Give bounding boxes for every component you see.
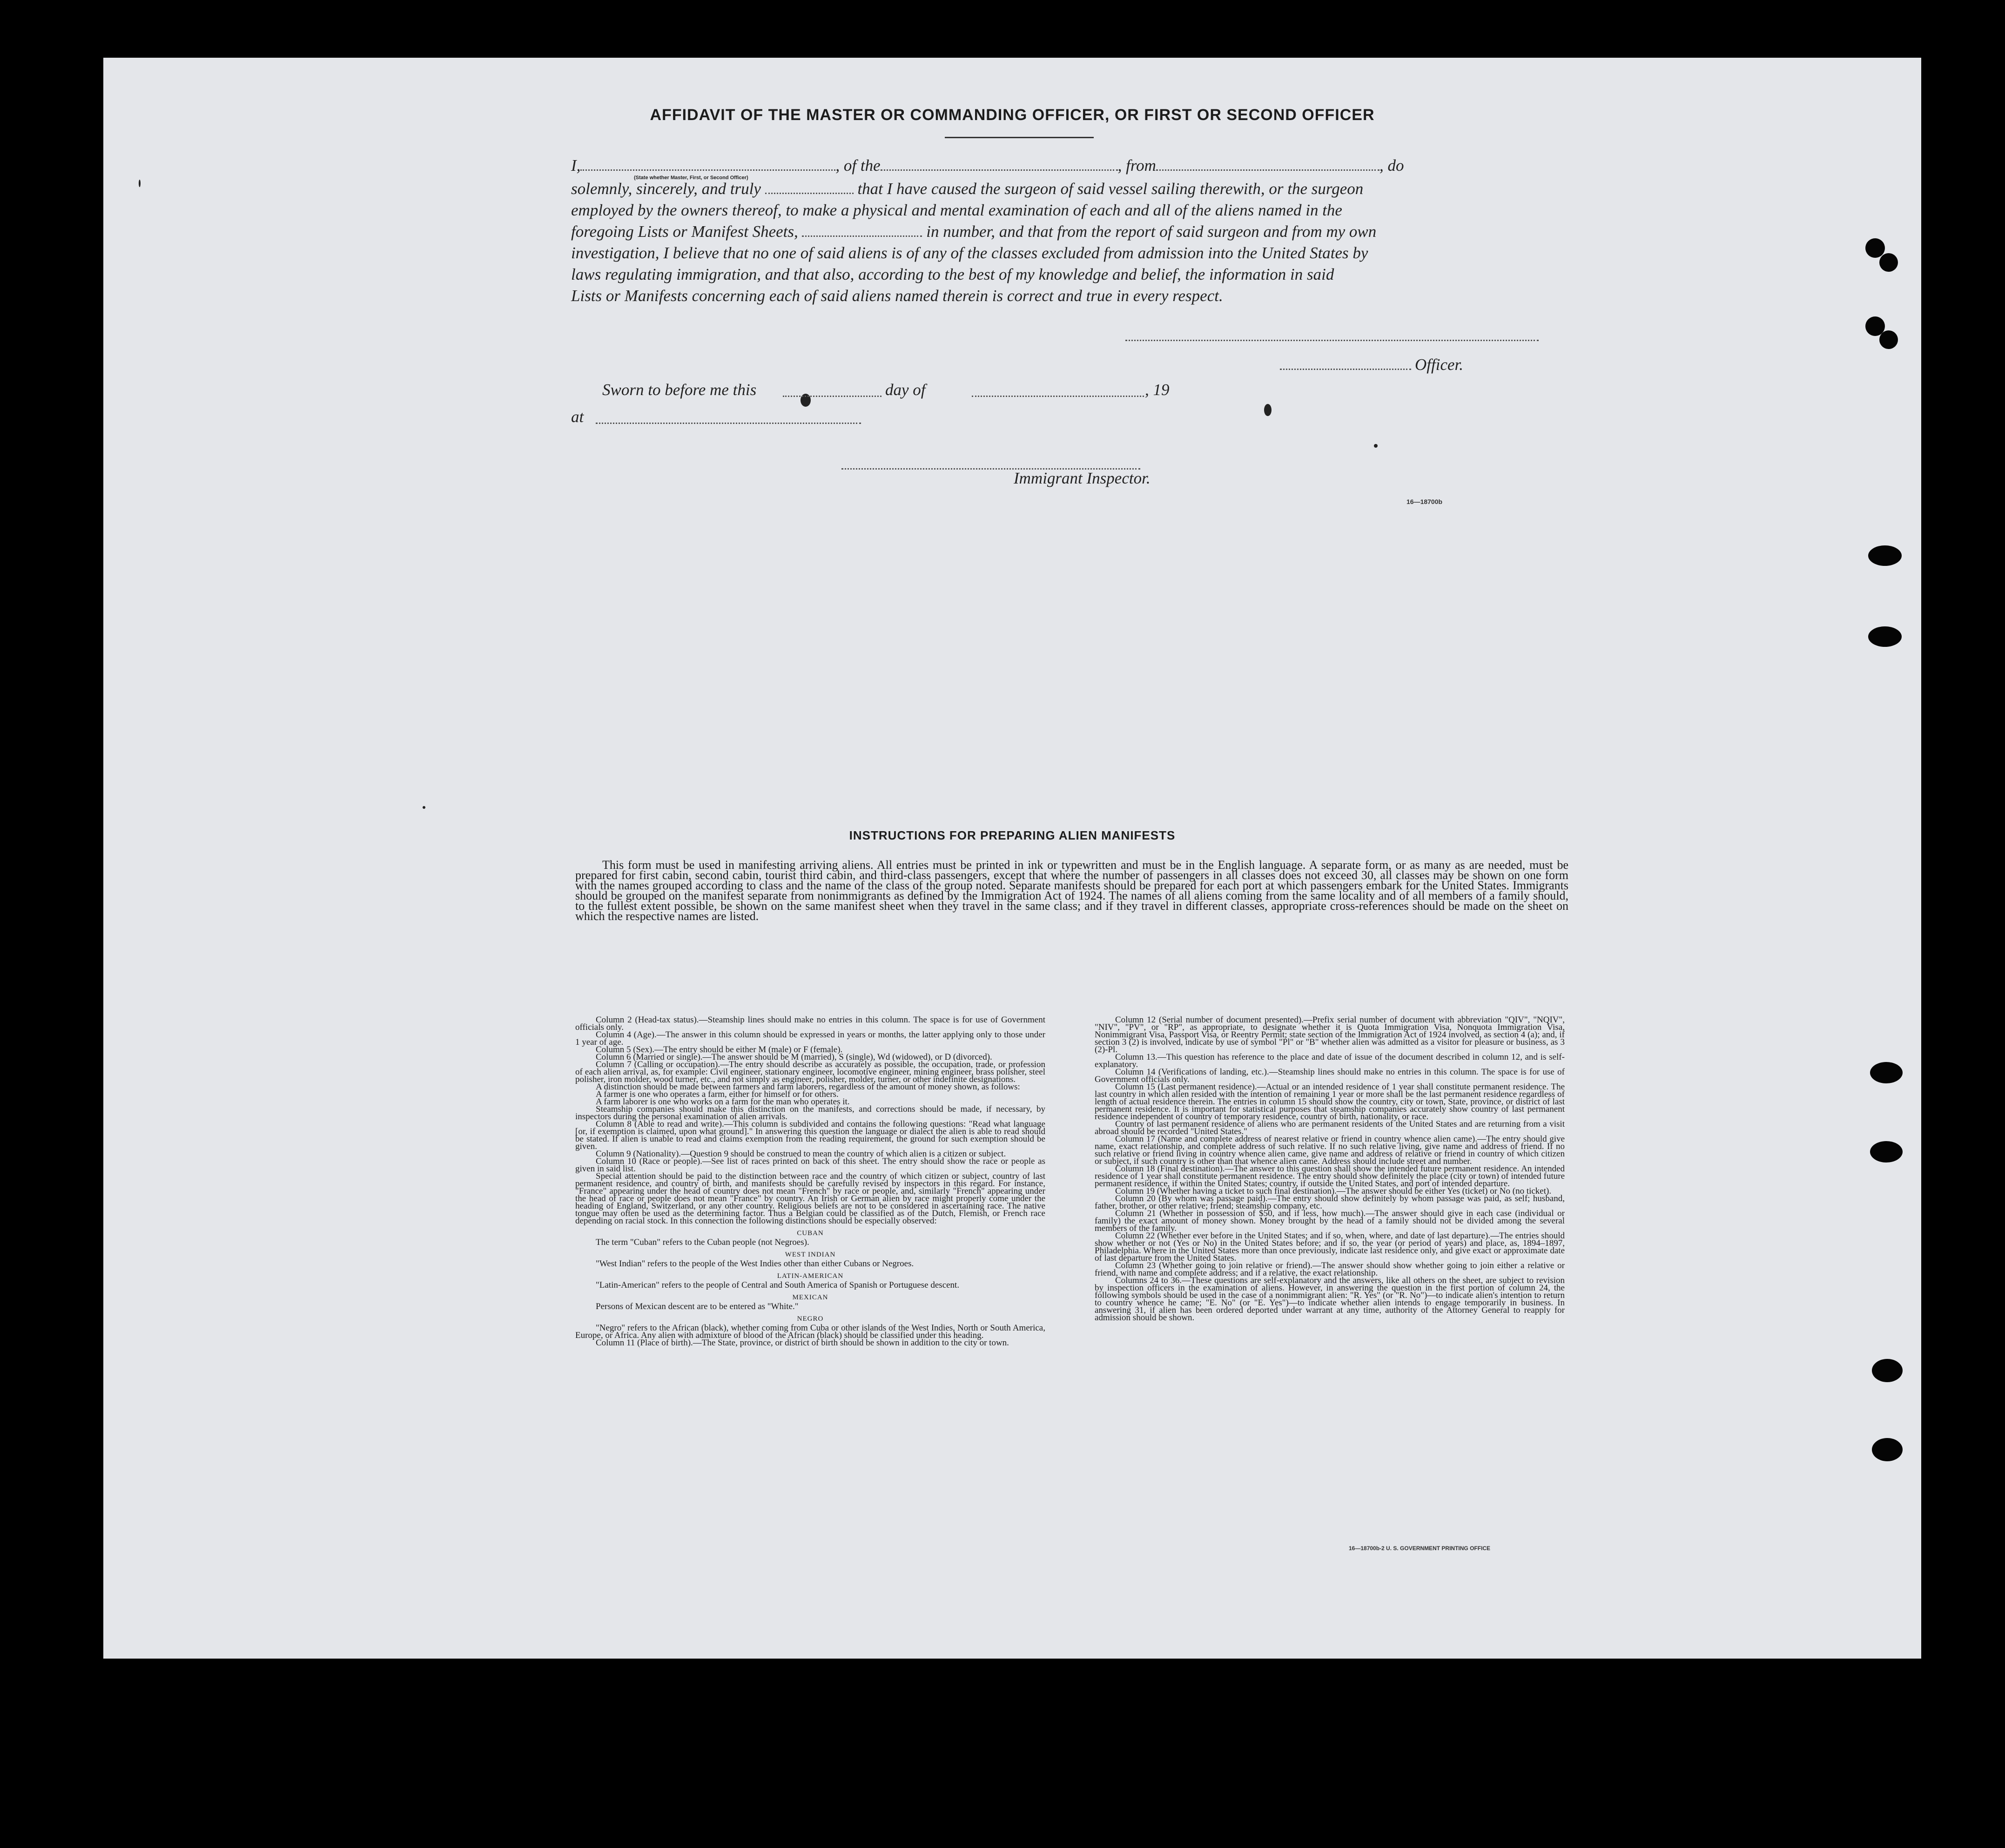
latin-american-heading: LATIN-AMERICAN (777, 1272, 844, 1280)
instruction-paragraph: Column 5 (Sex).—The entry should be either M (male) or F (female). (596, 1045, 843, 1055)
instruction-paragraph: Column 7 (Calling or occupation).—The entry should describe as accurately as possible, the occupation, trade, or profession of each alien arrival, as, for example: Civil engineer, stationary engineer, locomotive engineer, mining engineer, brass polisher, steel polisher, iron molder, wood turner, etc., and not simply as engineer, polisher, molder, turner, or other indefinite designations. (575, 1060, 1045, 1084)
sworn-label: Sworn to before me this (602, 381, 757, 399)
affidavit-line-5: investigation, I believe that no one of said aliens is of any of the classes excluded from admission into the United States by (571, 244, 1368, 262)
instruction-paragraph: Column 14 (Verifications of landing, etc.).—Steamship lines should make no entries in this column. The space is for use of Government officials only. (1095, 1067, 1565, 1084)
instruction-paragraph: A distinction should be made between farmers and farm laborers, regardless of the amount of money shown, as follows: (596, 1082, 1020, 1092)
instruction-paragraph: Column 23 (Whether going to join relative or friend).—The answer should show whether going to join either a relative or friend, with name and complete address; and if a relative, the exact relationship. (1095, 1261, 1565, 1278)
ink-speck (1374, 444, 1378, 448)
affidavit-line-6: laws regulating immigration, and that also, according to the best of my knowledge and belief, the information in said (571, 265, 1334, 283)
affidavit-line-2 (571, 180, 1567, 198)
mexican-text: Persons of Mexican descent are to be entered as "White." (596, 1302, 799, 1311)
instruction-paragraph: A farmer is one who operates a farm, either for himself or for others. (596, 1089, 839, 1099)
affidavit-line-1 (571, 156, 1567, 175)
instruction-paragraph: Column 20 (By whom was passage paid).—The entry should show definitely by whom passage was paid, as self; husband, father, brother, or other relative; friend; steamship company, etc. (1095, 1194, 1565, 1211)
punch-hole (1872, 1359, 1903, 1382)
instruction-paragraph: Column 15 (Last permanent residence).—Actual or an intended residence of 1 year shall constitute permanent residence. The last country in which alien resided with the intention of remaining 1 year or more shall be the last permanent residence regardless of length of actual residence therein. The entries in column 15 should show the country, city or town, State, province, or district of last permanent residence. It is important for statistical purposes that steamship companies accurately show country of last permanent residence independent of country of temporary residence, country of birth, nationality, or race. (1095, 1082, 1565, 1122)
punch-hole (1872, 1438, 1903, 1461)
column-11-text: Column 11 (Place of birth).—The State, province, or district of birth should be shown in addition to the city or town. (596, 1338, 1009, 1348)
ink-speck (139, 180, 141, 187)
west-indian-heading: WEST INDIAN (785, 1251, 836, 1258)
cuban-text: The term "Cuban" refers to the Cuban people (not Negroes). (596, 1237, 809, 1247)
instruction-paragraph: Column 4 (Age).—The answer in this column should be expressed in years or months, the latter applying only to those under 1 year of age. (575, 1030, 1045, 1047)
instruction-paragraph: Column 17 (Name and complete address of nearest relative or friend in country whence alien came).—The entry should give name, exact relationship, and complete address of such relative. If no such relative living, give name and address of friend. If no such relative or friend living in country whence alien came, give name and address of relative or friend in country of which citizen or subject, if such country is other than that whence alien came. Address should include street and number. (1095, 1134, 1565, 1166)
cuban-heading: CUBAN (797, 1230, 824, 1237)
solemnly-text: solemnly, sincerely, and truly (571, 180, 761, 198)
line2-rest-text: that I have caused the surgeon of said vessel sailing therewith, or the surgeon (857, 180, 1364, 198)
instruction-paragraph: Column 22 (Whether ever before in the United States; and if so, when, where, and date of last departure).—The entries should show whether or not (Yes or No) in the United States before; and if so, the year (or period of years) and place, as, 1894–1897, Philadelphia. Where in the United States more than once previously, indicate last residence only, and give exact or approximate date of last departure from the United States. (1095, 1231, 1565, 1263)
affidavit-line-7: Lists or Manifests concerning each of said aliens named therein is correct and true in every respect. (571, 287, 1223, 305)
line4-rest-text: in number, and that from the report of said surgeon and from my own (926, 222, 1377, 241)
instruction-paragraph: Column 10 (Race or people).—See list of races printed on back of this sheet. The entry should show the race or people as given in said list. (575, 1156, 1045, 1174)
year-label: , 19 (1145, 381, 1170, 399)
instruction-paragraph: Column 13.—This question has reference to the place and date of issue of the document described in column 12, and is self-explanatory. (1095, 1052, 1565, 1069)
document-sheet (103, 58, 1921, 1659)
instruction-paragraph: Column 6 (Married or single).—The answer should be M (married), S (single), Wd (widowed), or D (divorced). (596, 1052, 992, 1062)
punch-hole (1879, 253, 1898, 272)
do-label: , do (1379, 156, 1404, 175)
instruction-paragraph: Column 2 (Head-tax status).—Steamship lines should make no entries in this column. The space is for use of Government officials only. (575, 1015, 1045, 1032)
instruction-paragraph: Column 21 (Whether in possession of $50, and if less, how much).—The answer should give in each case (individual or family) the exact amount of money shown. Money brought by the head of a family should not be divided among the several members of the family. (1095, 1209, 1565, 1233)
sworn-day-field[interactable] (783, 396, 881, 397)
instruction-paragraph: Column 9 (Nationality).—Question 9 should be construed to mean the country of which alien is a citizen or subject. (596, 1149, 1006, 1159)
negro-heading: NEGRO (797, 1315, 824, 1323)
at-label: at (571, 408, 584, 426)
mexican-heading: MEXICAN (792, 1294, 828, 1301)
day-of-label: day of (885, 381, 926, 399)
count-field[interactable] (802, 235, 922, 237)
west-indian-text: "West Indian" refers to the people of the West Indies other than either Cubans or Negroes. (596, 1259, 914, 1269)
signature-line[interactable] (1125, 340, 1539, 341)
affidavit-line-4 (571, 222, 1567, 241)
instruction-paragraph: Columns 24 to 36.—These questions are self-explanatory and the answers, like all others on the sheet, are subject to revision by inspection officers in the examination of aliens. However, in answering the question in the first portion of column 24, the following symbols should be used in the case of a nonimmigrant alien: "R. Yes" (or "R. No")—to indicate alien's intention to return to country whence he came; "E. No" (or "E. Yes")—to indicate whether alien intends to engage temporarily in business. In answering 31, if alien has been ordered deported under warrant at any time, authority of the Attorney General to reapply for admission should be shown. (1095, 1276, 1565, 1323)
instruction-paragraph: Steamship companies should make this distinction on the manifests, and corrections should be made, if necessary, by inspectors during the personal examination of alien arrivals. (575, 1104, 1045, 1122)
instruction-paragraph: Column 8 (Able to read and write).—This column is subdivided and contains the following questions: "Read what language [or, if exemption is claimed, upon what ground]." In answering this question the language or dialect the alien is able to read should be stated. If alien is unable to read and claims exemption from the reading requirement, the ground for such exemption should be given. (575, 1119, 1045, 1151)
instruction-paragraph: Special attention should be paid to the distinction between race and the country of which citizen or subject, country of last permanent residence, and country of birth, and manifests should be carefully revised by inspectors in this regard. For instance, "France" appearing under the head of country does not mean "French" by race or people, and, similarly "French" appearing under the head of race or people does not mean "France" by country. An Irish or German alien by race might properly come under the heading of England, Switzerland, or any other country. Religious beliefs are not to be considered in ascertaining race. The native tongue may often be used as the determining factor. Thus a Belgian could be classified as of the Dutch, Flemish, or French race depending on racial stock. In this connection the following distinctions should be especially observed: (575, 1171, 1045, 1226)
instruction-paragraph: Column 12 (Serial number of document presented).—Prefix serial number of document with abbreviation "QIV", "NQIV", "NIV", "PV", or "RP", as appropriate, to designate whether it is Quota Immigration Visa, Nonquota Immigration Visa, Nonimmigrant Visa, Passport Visa, or Reentry Permit; state section of the Immigration Act of 1924 involved, as section 4 (a); and, if section 3 (2) is involved, indicate by use of symbol "Pl" or "B" whether alien was admitted as a visitor for pleasure or business, as 3 (2)-Pl. (1095, 1015, 1565, 1055)
from-label: , from (1117, 156, 1156, 175)
ink-speck (423, 806, 425, 809)
instructions-title: INSTRUCTIONS FOR PREPARING ALIEN MANIFESTS (849, 828, 1176, 842)
affidavit-line-3: employed by the owners thereof, to make a physical and mental examination of each and all of the aliens named in the (571, 201, 1342, 219)
instruction-paragraph: Country of last permanent residence of aliens who are permanent residents of the United States and are returning from a visit abroad should be recorded "United States." (1095, 1119, 1565, 1136)
instructions-intro: This form must be used in manifesting arriving aliens. All entries must be printed in ink or typewritten and must be in the English language. A separate form, or as many as are needed, must be prepared for first cabin, second cabin, tourist third cabin, and third-class passengers, except that where the number of passengers in all classes does not exceed 30, all classes may be shown on one form with the names grouped according to class and the name of the class of the group noted. Separate manifests should be prepared for each port at which passengers embark for the United States. Immigrants should be grouped on the manifest separate from nonimmigrants as defined by the Immigration Act of 1924. The names of all aliens coming from the same locality and of all members of a family should, to the fullest extent possible, be shown on the same manifest sheet when they travel in the same class; and if they travel in different classes, appropriate cross-references should be made on the sheet on which the respective names are listed. (575, 858, 1568, 923)
instruction-paragraph: A farm laborer is one who works on a farm for the man who operates it. (596, 1097, 850, 1107)
punch-hole (1870, 1062, 1903, 1083)
vessel-name-field[interactable] (881, 169, 1118, 171)
punch-hole (1865, 238, 1885, 258)
instructions-right-column (1095, 1016, 1565, 1322)
instruction-paragraph: Column 19 (Whether having a ticket to such final destination).—The answer should be either Yes (ticket) or No (no ticket). (1115, 1186, 1552, 1196)
sworn-month-field[interactable] (972, 396, 1144, 397)
ink-speck (1264, 404, 1272, 416)
state-note: (State whether Master, First, or Second Officer) (634, 175, 748, 181)
instructions-left-column (575, 1016, 1045, 1347)
punch-hole (1870, 1141, 1903, 1163)
officer-rank-field[interactable] (580, 169, 835, 171)
punch-hole (1868, 626, 1902, 647)
printing-office-footer: 16—18700b-2 U. S. GOVERNMENT PRINTING OFFICE (1349, 1545, 1491, 1552)
officer-signature-line[interactable] (1280, 369, 1411, 370)
negro-text: "Negro" refers to the African (black), whether coming from Cuba or other islands of the West Indies, North or South America, Europe, or Africa. Any alien with admixture of blood of the African (black) should be classified under this heading. (575, 1323, 1045, 1340)
punch-hole (1879, 330, 1898, 349)
title-underline (945, 137, 1094, 138)
oath-field[interactable] (765, 193, 854, 194)
of-the-label: , of the (835, 156, 881, 175)
latin-american-text: "Latin-American" refers to the people of Central and South America of Spanish or Portuguese descent. (596, 1280, 960, 1290)
at-place-field[interactable] (596, 423, 861, 424)
officer-label: Officer. (1415, 356, 1464, 374)
form-number: 16—18700b (1406, 498, 1443, 505)
foregoing-text: foregoing Lists or Manifest Sheets, (571, 222, 798, 241)
port-from-field[interactable] (1156, 169, 1379, 171)
punch-hole (1868, 545, 1902, 566)
i-label: I, (571, 156, 581, 175)
affidavit-title: AFFIDAVIT OF THE MASTER OR COMMANDING OFFICER, OR FIRST OR SECOND OFFICER (650, 106, 1375, 124)
instruction-paragraph: Column 18 (Final destination).—The answer to this question shall show the intended future permanent residence. An intended residence of 1 year shall constitute permanent residence. The entry should show definitely the place (city or town) of intended future permanent residence, if within the United States; country, if outside the United States, and port of intended departure. (1095, 1164, 1565, 1189)
inspector-label: Immigrant Inspector. (1014, 469, 1151, 487)
